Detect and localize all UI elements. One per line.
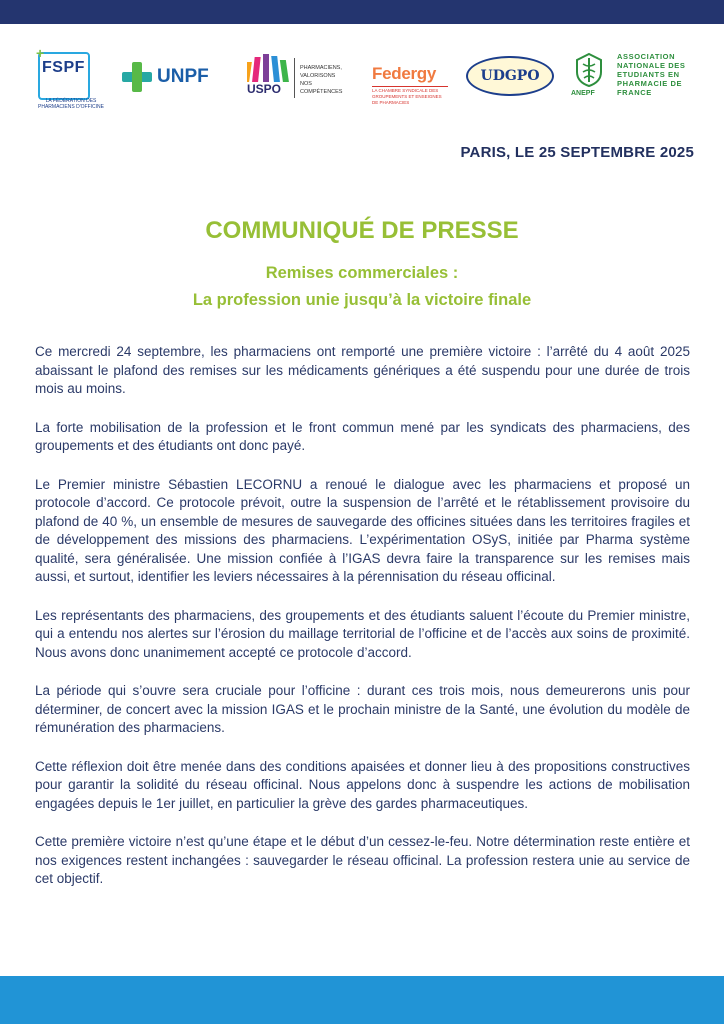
anepf-fullname-line: PHARMACIE DE [617, 79, 683, 88]
fspf-logo-text: FSPF [42, 59, 85, 76]
uspo-bars-icon [247, 54, 289, 82]
subtitle-line-2: La profession unie jusqu’à la victoire finale [192, 291, 532, 309]
page-title: COMMUNIQUÉ DE PRESSE [205, 217, 519, 244]
caduceus-icon [571, 52, 607, 88]
uspo-tagline-line: PHARMACIENS, [300, 65, 342, 71]
anepf-fullname-line: ETUDIANTS EN [617, 70, 680, 79]
body-paragraph: Ce mercredi 24 septembre, les pharmaciens ont remporté une première victoire : l’arrêté du 4 août 2025 abaissant le plafond des remises sur les médicaments génériques a été suspendu pour une durée de trois mois au moins. [35, 344, 690, 396]
unpf-logo-text: UNPF [157, 66, 209, 87]
anepf-fullname-line: FRANCE [617, 88, 652, 97]
subtitle-line-1: Remises commerciales : [265, 264, 459, 282]
body-paragraph: La forte mobilisation de la profession et le front commun mené par les syndicats des pharmaciens, des groupements et des étudiants ont donc payé. [35, 419, 690, 453]
federgy-logo-subtitle: LA CHAMBRE SYNDICALE DES GROUPEMENTS ET ENSEIGNES DE PHARMACIES [372, 86, 448, 106]
uspo-tagline-line: VALORISONS [300, 73, 336, 79]
body-paragraph: La période qui s’ouvre sera cruciale pour l’officine : durant ces trois mois, nous demeurerons unis pour déterminer, de concert avec la mission IGAS et le prochain ministre de la Santé, une évolution du modèle de rémunération des pharmaciens. [35, 683, 690, 735]
anepf-logo-label: ANEPF [571, 90, 595, 97]
uspo-logo-text: USPO [247, 82, 282, 96]
federgy-logo [372, 64, 454, 105]
anepf-fullname-line: ASSOCIATION [617, 52, 676, 61]
uspo-tagline-line: NOS COMPÉTENCES [300, 81, 343, 95]
pharmacy-cross-icon [122, 62, 152, 92]
body-paragraph: Cette réflexion doit être menée dans des conditions apaisées et donner lieu à des propositions constructives pour garantir la solidité du réseau officinal. Nous appelons donc à suspendre les actions de mobilisation engagées depuis le 1er juillet, en particulier la grève des gardes pharmaceutiques. [35, 758, 690, 811]
anepf-logo-fullname [617, 52, 701, 97]
top-color-bar [0, 0, 724, 24]
anepf-fullname-line: NATIONALE DES [617, 61, 686, 70]
fspf-logo [36, 45, 104, 110]
federgy-logo-text: Federgy [372, 64, 437, 83]
uspo-logo [244, 54, 354, 102]
uspo-divider [294, 58, 295, 98]
body-paragraph: Le Premier ministre Sébastien LECORNU a renoué le dialogue avec les pharmaciens et proposé un protocole d’accord. Ce protocole prévoit, outre la suspension de l’arrêté et le rétablissement provisoire du plafond de 40 %, un ensemble de mesures de sauvegarde des officines situées dans les territoires fragiles et de développement des missions des pharmaciens. L’expérimentation OSyS, initiée par Pharma système qualité, sera généralisée. Une mission confiée à l’IGAS devra faire la transparence sur les remises mais aussi, et surtout, identifier les leviers nécessaires à la pérennisation du réseau officinal. [35, 476, 690, 584]
body-paragraph: Cette première victoire n’est qu’une étape et le début d’un cessez-le-feu. Notre détermination reste entière et nos exigences restent inchangées : sauvegarder le réseau officinal. La profession restera unie au service de cet objectif. [35, 834, 690, 886]
bottom-color-bar [0, 976, 724, 1024]
cross-icon: + [36, 45, 45, 61]
anepf-logo [571, 52, 701, 102]
udgpo-logo-text: UDGPO [480, 68, 540, 84]
fspf-logo-subtitle: LA FÉDÉRATION DES PHARMACIENS D'OFFICINE [38, 98, 104, 110]
uspo-tagline [300, 64, 354, 96]
udgpo-logo [466, 56, 554, 96]
body-paragraph: Les représentants des pharmaciens, des groupements et des étudiants saluent l’écoute du Premier ministre, qui a entendu nos alertes sur l’érosion du maillage territorial de l’officine et de l’accès aux soins de proximité. Nous avons donc unanimement accepté ce protocole d’accord. [35, 607, 690, 660]
press-release-date: PARIS, LE 25 SEPTEMBRE 2025 [460, 144, 694, 161]
unpf-logo [122, 60, 209, 94]
press-release-body [35, 343, 690, 909]
